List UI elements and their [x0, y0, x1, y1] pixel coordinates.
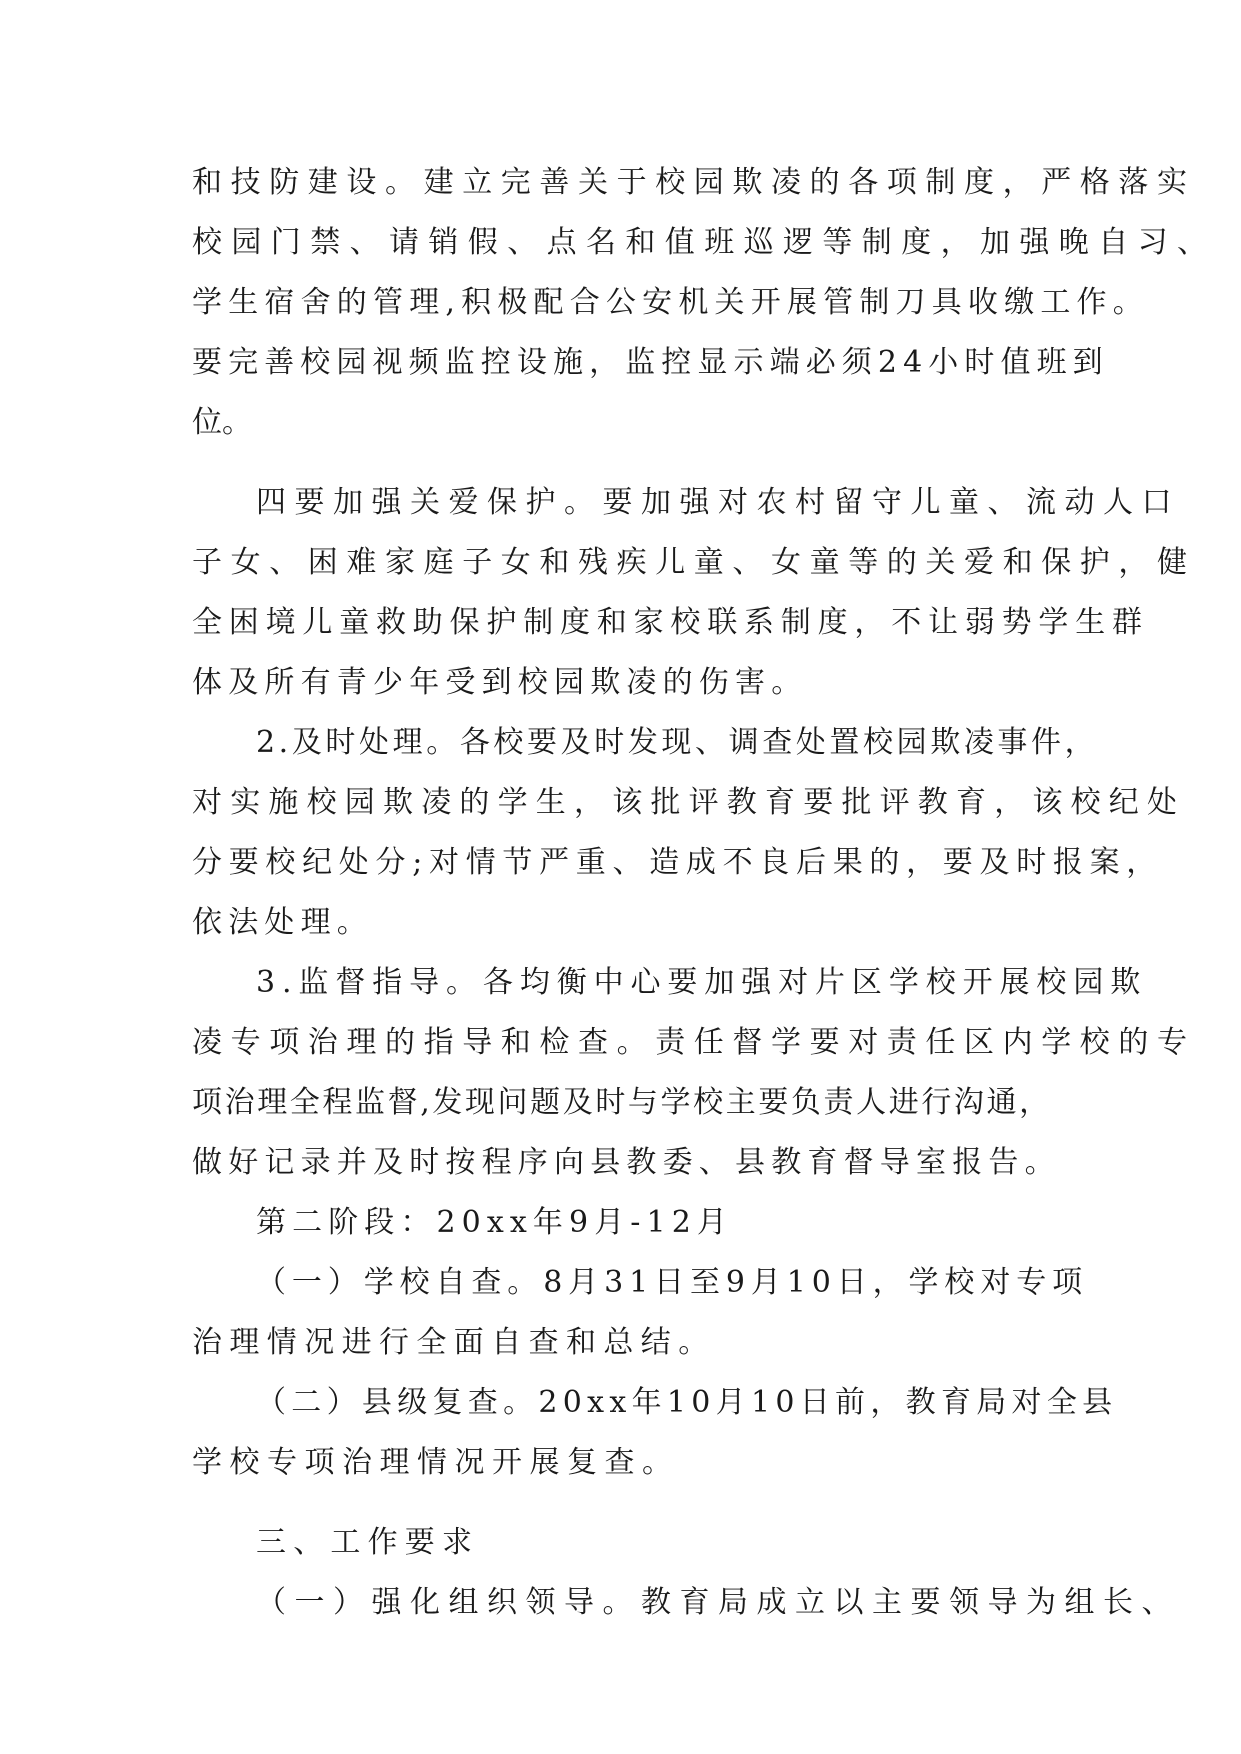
paragraph-line: （一）学校自查。8月31日至9月10日，学校对专项 [256, 1265, 1089, 1300]
paragraph-line: 四要加强关爱保护。要加强对农村留守儿童、流动人口 [256, 485, 1180, 520]
paragraph-line: （一）强化组织领导。教育局成立以主要领导为组长、 [256, 1585, 1180, 1620]
paragraph-line: 学校专项治理情况开展复查。 [192, 1445, 680, 1480]
paragraph-line: 学生宿舍的管理,积极配合公安机关开展管制刀具收缴工作。 [192, 285, 1149, 320]
paragraph-line: 分要校纪处分;对情节严重、造成不良后果的，要及时报案， [192, 845, 1164, 880]
paragraph-line: 治理情况进行全面自查和总结。 [192, 1325, 716, 1360]
paragraph-line: 全困境儿童救助保护制度和家校联系制度，不让弱势学生群 [192, 605, 1149, 640]
paragraph-line: 凌专项治理的指导和检查。责任督学要对责任区内学校的专 [192, 1025, 1196, 1060]
paragraph-line: 项治理全程监督,发现问题及时与学校主要负责人进行沟通， [192, 1085, 1052, 1120]
paragraph-line: 体及所有青少年受到校园欺凌的伤害。 [192, 665, 808, 700]
paragraph-line: 要完善校园视频监控设施，监控显示端必须24小时值班到 [192, 345, 1109, 380]
paragraph-line: 3.监督指导。各均衡中心要加强对片区学校开展校园欺 [256, 965, 1148, 1000]
paragraph-line: 做好记录并及时按程序向县教委、县教育督导室报告。 [192, 1145, 1061, 1180]
paragraph-line: 和技防建设。建立完善关于校园欺凌的各项制度，严格落实 [192, 165, 1196, 200]
section-heading-line: 三、工作要求 [256, 1525, 480, 1560]
paragraph-line: 位。 [192, 405, 252, 440]
paragraph-line: 校园门禁、请销假、点名和值班巡逻等制度，加强晚自习、 [192, 225, 1217, 260]
paragraph-line: 子女、困难家庭子女和残疾儿童、女童等的关爱和保护，健 [192, 545, 1196, 580]
paragraph-line: 对实施校园欺凌的学生，该批评教育要批评教育，该校纪处 [192, 785, 1186, 820]
section-heading-line: 第二阶段：20xx年9月-12月 [256, 1205, 734, 1240]
paragraph-line: 2.及时处理。各校要及时发现、调查处置校园欺凌事件， [256, 725, 1099, 760]
paragraph-line: 依法处理。 [192, 905, 373, 940]
paragraph-line: （二）县级复查。20xx年10月10日前，教育局对全县 [256, 1385, 1118, 1420]
